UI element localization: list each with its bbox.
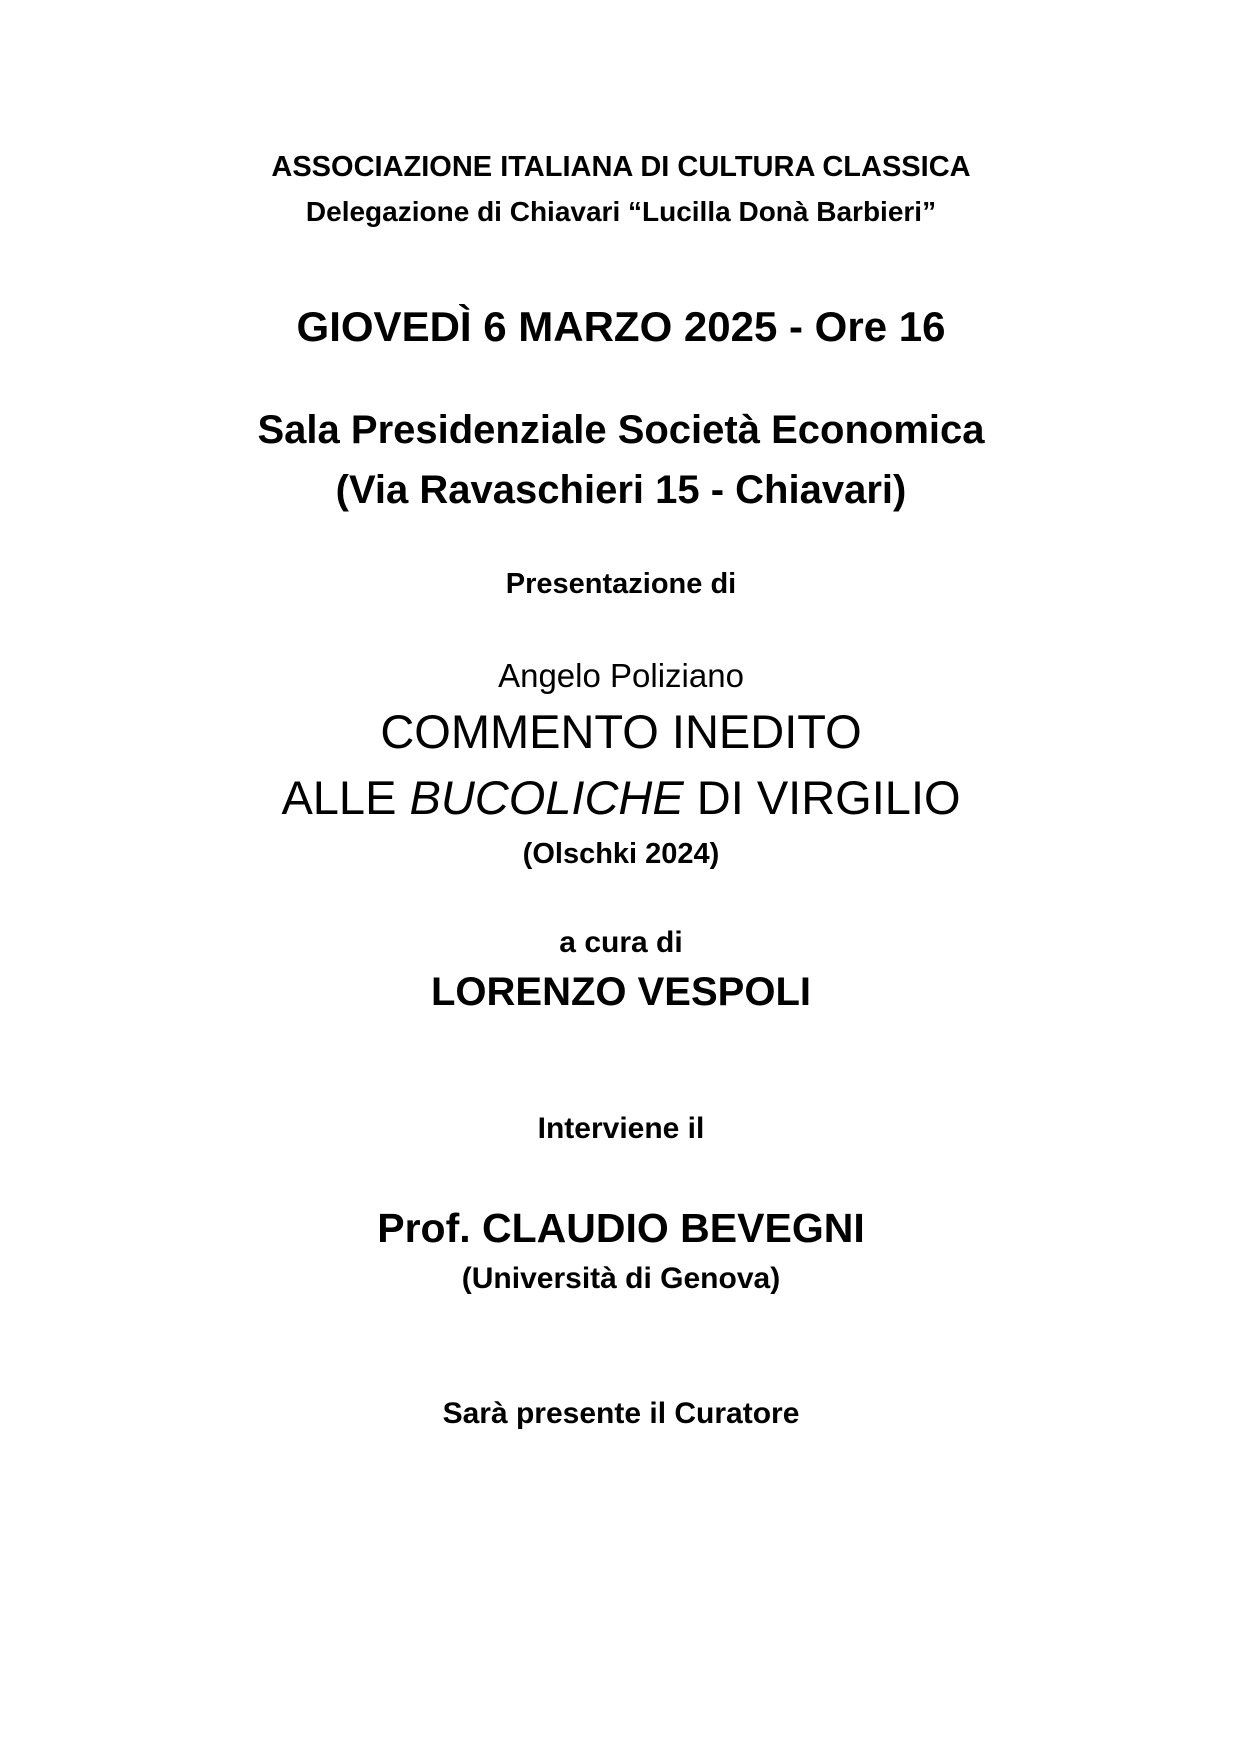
book-publisher: (Olschki 2024) — [522, 838, 720, 870]
book-title-prefix: ALLE — [281, 771, 410, 824]
book-title-line-2 — [0, 771, 1242, 824]
closing-note: Sarà presente il Curatore — [442, 1397, 800, 1430]
curated-by-label: a cura di — [559, 926, 683, 959]
book-title-italic: BUCOLICHE — [409, 771, 684, 824]
curator-name: LORENZO VESPOLI — [430, 970, 812, 1014]
book-author: Angelo Poliziano — [498, 657, 744, 694]
event-venue: Sala Presidenziale Società Economica — [257, 408, 985, 452]
book-title-suffix: DI VIRGILIO — [683, 771, 961, 824]
organization-name: ASSOCIAZIONE ITALIANA DI CULTURA CLASSICA — [271, 151, 971, 183]
speaker-name: Prof. CLAUDIO BEVEGNI — [377, 1205, 865, 1251]
presentation-intro: Presentazione di — [505, 568, 737, 600]
organization-delegation: Delegazione di Chiavari “Lucilla Donà Barbieri” — [305, 196, 937, 227]
speaker-label: Interviene il — [537, 1112, 705, 1145]
speaker-affiliation: (Università di Genova) — [461, 1262, 781, 1295]
event-date-time: GIOVEDÌ 6 MARZO 2025 - Ore 16 — [296, 303, 946, 350]
event-address: (Via Ravaschieri 15 - Chiavari) — [335, 468, 907, 512]
book-title-line-1: COMMENTO INEDITO — [380, 705, 862, 758]
